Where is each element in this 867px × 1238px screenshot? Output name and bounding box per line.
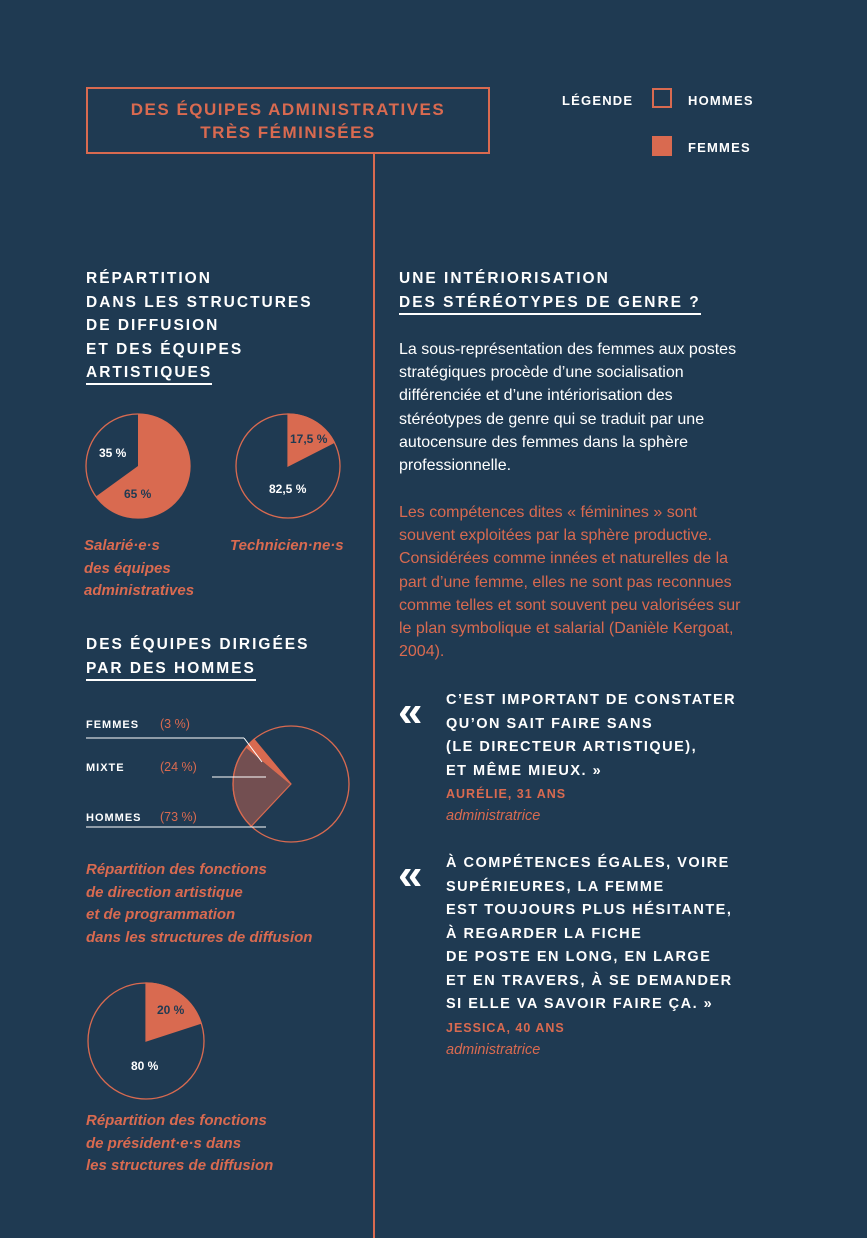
quote-aurelie: [446, 689, 736, 827]
pie-chart-techniciens: [234, 412, 344, 522]
caption-line: Salarié·e·s: [84, 537, 160, 554]
quote-jessica: [446, 852, 733, 1061]
caption-techniciens: Technicien·ne·s: [230, 537, 344, 554]
pie-chart-presidents: [86, 981, 210, 1105]
paragraph-line: stéréotypes de genre qui se traduit par une: [399, 410, 705, 428]
caption-line: administratives: [84, 582, 195, 599]
center-divider: [373, 154, 375, 1238]
paragraph-line: 2004).: [399, 643, 445, 661]
heading-underlined: PAR DES HOMMES: [86, 660, 256, 681]
quote-line: C’EST IMPORTANT DE CONSTATER: [446, 692, 737, 708]
heading-line: RÉPARTITION: [86, 270, 212, 287]
legend-title: LÉGENDE: [562, 93, 634, 108]
caption-line: Répartition des fonctions: [86, 861, 267, 878]
paragraph-line: Les compétences dites « féminines » sont: [399, 504, 697, 521]
heading-underlined: DES STÉRÉOTYPES DE GENRE ?: [399, 294, 701, 315]
pie2-label-femmes: 17,5 %: [290, 432, 328, 446]
caption-line: dans les structures de diffusion: [86, 928, 313, 946]
heading-line: ET DES ÉQUIPES: [86, 340, 244, 358]
pie2-label-hommes: 82,5 %: [269, 482, 307, 496]
caption-line: de direction artistique: [86, 883, 243, 901]
paragraph-line: Considérées comme innées et naturelles de la: [399, 550, 729, 568]
paragraph-line: autocensure des femmes dans la sphère: [399, 433, 689, 451]
heading-underlined: ARTISTIQUES: [86, 364, 212, 385]
caption-direction: [86, 859, 312, 949]
quote-mark-icon: «: [398, 687, 423, 736]
legend-hommes-swatch: [652, 88, 672, 108]
caption-line: et de programmation: [86, 906, 236, 923]
quote-line: EST TOUJOURS PLUS HÉSITANTE,: [446, 902, 733, 918]
pie4-label-hommes: 80 %: [131, 1059, 159, 1073]
caption-presidents: [86, 1110, 273, 1178]
caption-line: de président·e·s dans: [86, 1134, 242, 1152]
quote-author: JESSICA, 40 ANS: [446, 1020, 565, 1035]
quote-line: ET EN TRAVERS, À SE DEMANDER: [446, 972, 733, 989]
direction-pct-mixte: (24 %): [160, 760, 197, 774]
section-heading-equipes-dirigees: [86, 633, 309, 680]
quote-line: (LE DIRECTEUR ARTISTIQUE),: [446, 739, 698, 755]
section-heading-interiorisation: [399, 267, 701, 314]
quote-line: À COMPÉTENCES ÉGALES, VOIRE: [446, 855, 730, 871]
paragraph-line: le plan symbolique et salarial (Danièle Kergoat,: [399, 620, 734, 638]
section-heading-repartition: [86, 267, 313, 385]
pie4-label-femmes: 20 %: [157, 1003, 185, 1017]
direction-label-femmes: FEMMES: [86, 719, 140, 731]
paragraph-line: comme telles et sont souvent peu valorisées sur: [399, 596, 741, 614]
page-title-line1: DES ÉQUIPES ADMINISTRATIVES: [130, 99, 446, 119]
paragraph-line: professionnelle.: [399, 457, 512, 475]
paragraph-line: différenciée et d’une intériorisation des: [399, 387, 673, 405]
quote-line: À REGARDER LA FICHE: [446, 925, 643, 942]
legend-femmes-swatch: [652, 136, 672, 156]
caption-line: les structures de diffusion: [86, 1157, 274, 1174]
paragraph-line: La sous-représentation des femmes aux postes: [399, 341, 737, 358]
heading-line: DE DIFFUSION: [86, 317, 220, 334]
legend-femmes-label: FEMMES: [688, 140, 751, 155]
page-title: [86, 87, 490, 154]
paragraph-competences: [399, 501, 783, 663]
quote-mark-icon: «: [398, 850, 423, 899]
page-title-line2: TRÈS FÉMINISÉES: [200, 122, 376, 142]
quote-line: QU’ON SAIT FAIRE SANS: [446, 715, 654, 732]
caption-salaries: [84, 535, 194, 603]
pie1-label-femmes: 65 %: [124, 487, 152, 501]
paragraph-intro: [399, 338, 783, 477]
paragraph-line: souvent exploitées par la sphère productive.: [399, 527, 713, 545]
quote-line: SI ELLE VA SAVOIR FAIRE ÇA. »: [446, 996, 714, 1012]
quote-line: ET MÊME MIEUX. »: [446, 762, 603, 779]
legend-hommes-label: HOMMES: [688, 93, 754, 108]
heading-line: DANS LES STRUCTURES: [86, 293, 313, 311]
heading-line: DES ÉQUIPES DIRIGÉES: [86, 636, 310, 653]
quote-line: DE POSTE EN LONG, EN LARGE: [446, 949, 712, 965]
quote-line: SUPÉRIEURES, LA FEMME: [446, 878, 665, 895]
pie-chart-salaries: [84, 412, 194, 522]
paragraph-line: part d’une femme, elles ne sont pas reconnues: [399, 573, 732, 591]
direction-label-mixte: MIXTE: [86, 762, 125, 774]
quote-role: administratrice: [446, 1041, 541, 1058]
caption-line: Répartition des fonctions: [86, 1112, 267, 1129]
direction-label-hommes: HOMMES: [86, 812, 142, 824]
caption-line: des équipes: [84, 559, 171, 577]
pie-chart-direction: [0, 700, 360, 840]
direction-pct-femmes: (3 %): [160, 717, 190, 731]
quote-author: AURÉLIE, 31 ANS: [446, 787, 567, 801]
pie1-label-hommes: 35 %: [99, 446, 127, 460]
quote-role: administratrice: [446, 808, 541, 824]
direction-pct-hommes: (73 %): [160, 810, 197, 824]
paragraph-line: stratégiques procède d’une socialisation: [399, 364, 684, 382]
heading-line: UNE INTÉRIORISATION: [399, 270, 610, 287]
